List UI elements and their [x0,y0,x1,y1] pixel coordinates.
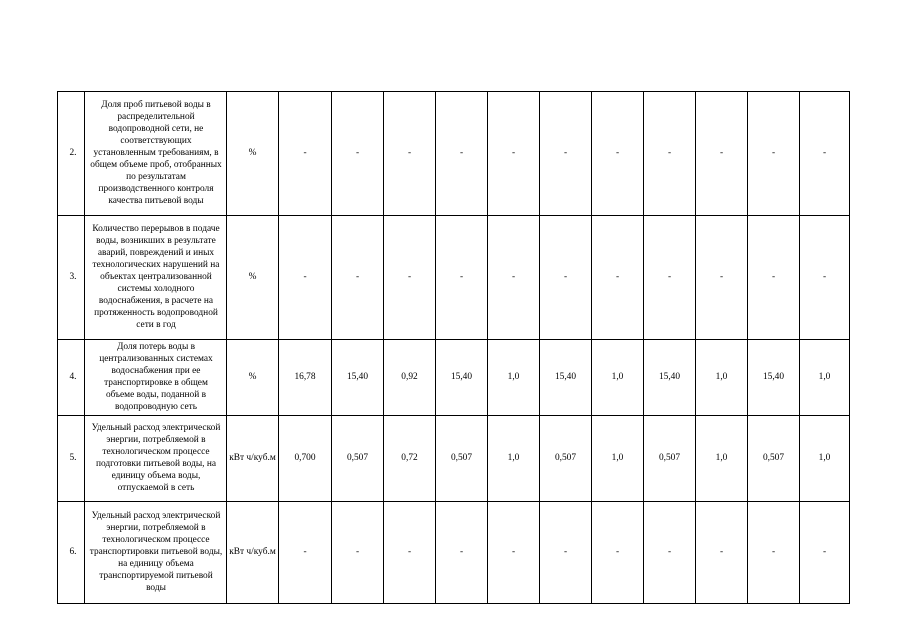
value-cell: - [488,92,540,216]
value-cell: 1,0 [592,340,644,416]
value-cell: 0,92 [384,340,436,416]
value-cell: - [436,92,488,216]
row-number: 4. [58,340,85,416]
value-cell: 0,507 [748,416,800,502]
value-cell: 1,0 [696,340,748,416]
value-cell: - [279,216,332,340]
row-number: 6. [58,502,85,604]
indicator-name: Количество перерывов в подаче воды, возникших в результате аварий, повреждений и иных технологических нарушений на объектах централизованной системы холодного водоснабжения, в расчете на протяженность водопроводной сети в год [85,216,227,340]
value-cell: 0,507 [644,416,696,502]
value-cell: - [279,502,332,604]
value-cell: - [436,216,488,340]
table-row [58,92,850,216]
value-cell: 15,40 [436,340,488,416]
value-cell: 15,40 [644,340,696,416]
value-cell: - [332,502,384,604]
value-cell: - [800,502,850,604]
unit-cell: % [227,216,279,340]
value-cell: - [592,216,644,340]
value-cell: - [644,502,696,604]
value-cell: 1,0 [488,416,540,502]
value-cell: - [592,502,644,604]
value-cell: 1,0 [696,416,748,502]
unit-cell: % [227,92,279,216]
value-cell: - [748,92,800,216]
value-cell: - [279,92,332,216]
value-cell: - [332,216,384,340]
value-cell: 0,507 [540,416,592,502]
value-cell: - [384,92,436,216]
value-cell: - [644,92,696,216]
unit-cell: % [227,340,279,416]
value-cell: - [748,216,800,340]
row-number: 5. [58,416,85,502]
value-cell: - [332,92,384,216]
value-cell: - [644,216,696,340]
value-cell: - [488,502,540,604]
unit-cell: кВт ч/куб.м [227,416,279,502]
table-row [58,416,850,502]
value-cell: - [488,216,540,340]
value-cell: 15,40 [540,340,592,416]
value-cell: - [436,502,488,604]
row-number: 2. [58,92,85,216]
indicator-name: Доля проб питьевой воды в распределительной водопроводной сети, не соответствующих установленным требованиям, в общем объеме проб, отобранных по результатам производственного контроля качества питьевой воды [85,92,227,216]
indicator-name: Удельный расход электрической энергии, потребляемой в технологическом процессе транспортировки питьевой воды, на единицу объема транспортируемой питьевой воды [85,502,227,604]
value-cell: 0,507 [436,416,488,502]
value-cell: - [696,502,748,604]
table-row [58,502,850,604]
value-cell: 15,40 [332,340,384,416]
indicator-name: Доля потерь воды в централизованных системах водоснабжения при ее транспортировке в общем объеме воды, поданной в водопроводную сеть [85,340,227,416]
value-cell: 1,0 [800,416,850,502]
value-cell: - [540,502,592,604]
value-cell: - [540,92,592,216]
value-cell: 0,72 [384,416,436,502]
value-cell: - [384,502,436,604]
value-cell: 0,700 [279,416,332,502]
value-cell: - [748,502,800,604]
value-cell: - [696,216,748,340]
value-cell: - [540,216,592,340]
value-cell: - [384,216,436,340]
value-cell: 1,0 [592,416,644,502]
value-cell: - [592,92,644,216]
value-cell: 16,78 [279,340,332,416]
value-cell: - [800,92,850,216]
unit-cell: кВт ч/куб.м [227,502,279,604]
value-cell: - [800,216,850,340]
indicator-name: Удельный расход электрической энергии, потребляемой в технологическом процессе подготовки питьевой воды, на единицу объема воды, отпускаемой в сеть [85,416,227,502]
value-cell: 1,0 [800,340,850,416]
value-cell: 1,0 [488,340,540,416]
table-row [58,216,850,340]
value-cell: 15,40 [748,340,800,416]
table-body [58,92,850,604]
indicators-table [57,91,850,604]
value-cell: - [696,92,748,216]
value-cell: 0,507 [332,416,384,502]
table-row [58,340,850,416]
row-number: 3. [58,216,85,340]
